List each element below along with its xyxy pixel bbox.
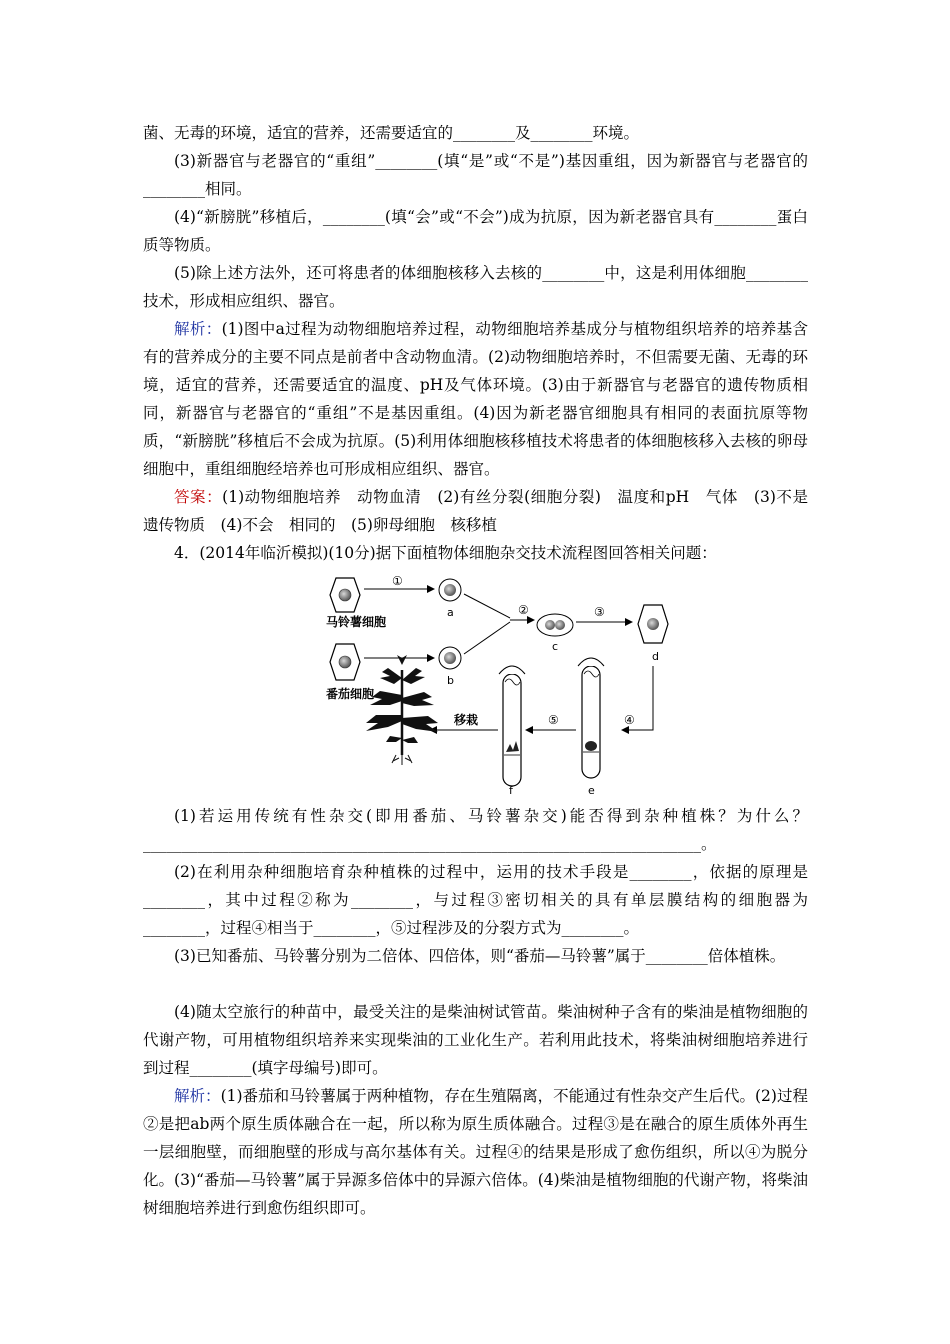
fusion-flow-diagram <box>320 570 700 802</box>
protoplast-b <box>439 647 461 669</box>
analysis-label: 解析： <box>174 320 222 338</box>
label-a: a <box>447 606 454 619</box>
label-e: e <box>588 784 595 797</box>
label-b: b <box>447 674 454 687</box>
paragraph-q3: (3)新器官与老器官的“重组”________(填“是”或“不是”)基因重组，因为新器官与老器官的________相同。 <box>143 152 808 198</box>
question-4-2: (2)在利用杂种细胞培育杂种植株的过程中，运用的技术手段是________，依据的原理是________，其中过程②称为________，与过程③密切相关的具有单层膜结构的细胞器为________，过程④相当于________，⑤过程涉及的分裂方式为________。 <box>143 863 808 937</box>
test-tube-f <box>499 666 525 786</box>
label-d: d <box>652 650 659 663</box>
step3-label: ③ <box>594 605 605 619</box>
question-4-heading: 4．(2014年临沂模拟)(10分)据下面植物体细胞杂交技术流程图回答相关问题： <box>174 544 717 562</box>
potato-cell <box>330 578 360 612</box>
answer-1 <box>143 483 824 539</box>
analysis-2 <box>143 1082 808 1222</box>
paragraph-env: 菌、无毒的环境，适宜的营养，还需要适宜的________及________环境。 <box>143 124 640 142</box>
transplant-label: 移栽 <box>454 713 479 727</box>
fused-protoplast-c <box>537 614 573 636</box>
answer-label: 答案： <box>174 488 223 506</box>
label-c: c <box>552 640 559 653</box>
analysis-2-label: 解析： <box>174 1087 221 1105</box>
question-4-1: (1)若运用传统有性杂交(即用番茄、马铃薯杂交)能否得到杂种植株？为什么？________________________________________________________________________。 <box>143 807 808 853</box>
question-4-4: (4)随太空旅行的种苗中，最受关注的是柴油树试管苗。柴油树种子含有的柴油是植物细胞的代谢产物，可用植物组织培养来实现柴油的工业化生产。若利用此技术，将柴油树细胞培养进行到过程________(填字母编号)即可。 <box>143 1003 808 1077</box>
step1-label: ① <box>392 574 403 588</box>
step4-label: ④ <box>624 713 635 727</box>
protoplast-a <box>439 579 461 601</box>
potato-cell-label: 马铃薯细胞 <box>326 615 387 629</box>
converge-line-b <box>464 622 510 654</box>
hybrid-cell-d <box>638 605 668 643</box>
label-f: f <box>509 784 513 797</box>
step2-label: ② <box>518 603 529 617</box>
paragraph-q4: (4)“新膀胱”移植后，________(填“会”或“不会”)成为抗原，因为新老器官具有________蛋白质等物质。 <box>143 208 808 254</box>
tomato-cell-label: 番茄细胞 <box>326 687 375 701</box>
answer-text: (1)动物细胞培养 动物血清 (2)有丝分裂(细胞分裂) 温度和pH 气体 (3)不是 遗传物质 (4)不会 相同的 (5)卵母细胞 核移植 <box>143 488 824 534</box>
analysis-2-text: (1)番茄和马铃薯属于两种植物，存在生殖隔离，不能通过有性杂交产生后代。(2)过程②是把ab两个原生质体融合在一起，所以称为原生质体融合。过程③是在融合的原生质体外再生一层细胞壁，而细胞壁的形成与高尔基体有关。过程④的结果是形成了愈伤组织，所以④为脱分化。(3)“番茄—马铃薯”属于异源多倍体中的异源六倍体。(4)柴油是植物细胞的代谢产物，将柴油树细胞培养进行到愈伤组织即可。 <box>143 1087 808 1217</box>
hybrid-plant-icon <box>366 655 438 765</box>
question-4-3: (3)已知番茄、马铃薯分别为二倍体、四倍体，则“番茄—马铃薯”属于________倍体植株。 <box>174 947 786 965</box>
step5-label: ⑤ <box>548 713 559 727</box>
converge-line-a <box>464 594 510 618</box>
paragraph-q5: (5)除上述方法外，还可将患者的体细胞核移入去核的________中，这是利用体细胞________技术，形成相应组织、器官。 <box>143 264 808 310</box>
test-tube-e <box>578 658 604 778</box>
analysis-1 <box>143 315 808 483</box>
analysis-text: (1)图中a过程为动物细胞培养过程，动物细胞培养基成分与植物组织培养的培养基含有的营养成分的主要不同点是前者中含动物血清。(2)动物细胞培养时，不但需要无菌、无毒的环境，适宜的营养，还需要适宜的温度、pH及气体环境。(3)由于新器官与老器官的遗传物质相同，新器官与老器官的“重组”不是基因重组。(4)因为新老器官细胞具有相同的表面抗原等物质，“新膀胱”移植后不会成为抗原。(5)利用体细胞核移植技术将患者的体细胞核移入去核的卵母细胞中，重组细胞经培养也可形成相应组织、器官。 <box>143 320 808 478</box>
tomato-cell <box>330 644 360 680</box>
